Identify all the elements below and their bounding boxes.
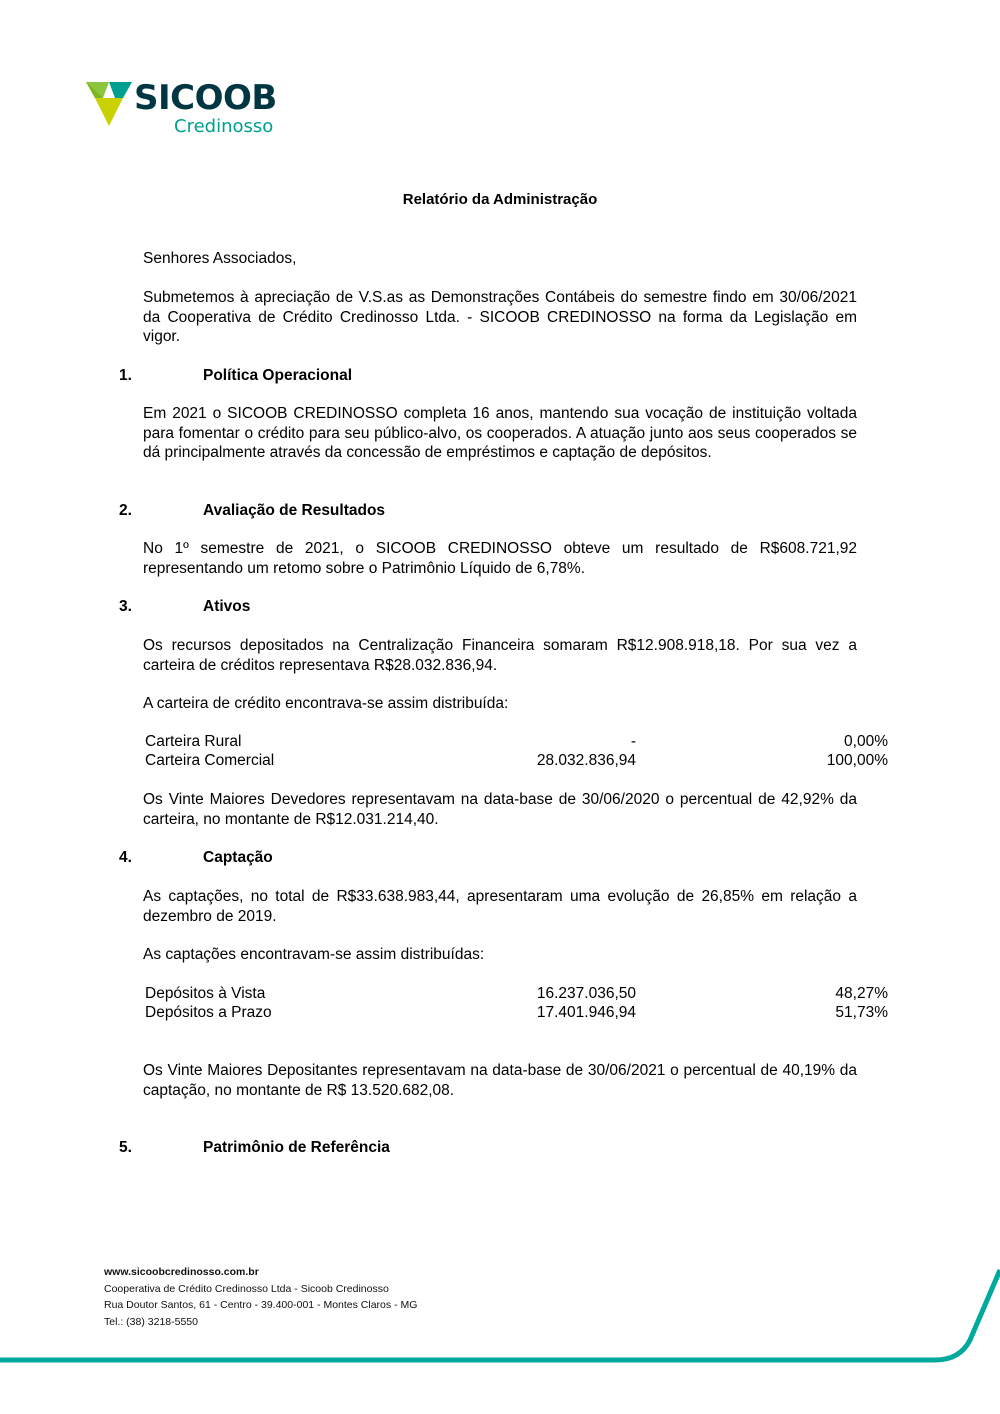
section-number: 3. [119,598,132,615]
footer-swoosh-decoration [0,1260,1000,1370]
section-title: Captação [203,849,273,866]
footer-address: Rua Doutor Santos, 61 - Centro - 39.400-001 - Montes Claros - MG [104,1299,418,1311]
section-title: Patrimônio de Referência [203,1139,390,1156]
deposits-table [145,984,888,1022]
section-heading-2 [119,501,385,520]
row-percent: 100,00% [826,752,888,769]
row-label: Depósitos a Prazo [145,1004,272,1021]
row-label: Carteira Comercial [145,752,275,769]
section-3-paragraph-2: A carteira de crédito encontrava-se assim distribuída: [143,695,509,712]
row-percent: 51,73% [835,1004,888,1021]
section-heading-5 [119,1138,390,1157]
section-title: Política Operacional [203,367,353,384]
row-value: 16.237.036,50 [536,985,636,1002]
section-4-paragraph-1: As captações, no total de R$33.638.983,44, apresentaram uma evolução de 26,85% em relação a dezembro de 2019. [143,888,857,925]
row-value: 28.032.836,94 [536,752,636,769]
section-number: 2. [119,502,132,519]
section-heading-1 [119,366,352,385]
row-value: 17.401.946,94 [536,1004,636,1021]
table-row [145,984,888,1003]
footer-company: Cooperativa de Crédito Credinosso Ltda - Sicoob Credinosso [104,1282,389,1295]
credit-portfolio-table [145,732,888,770]
table-row [145,732,888,751]
section-3-paragraph-1: Os recursos depositados na Centralização Financeira somaram R$12.908.918,18. Por sua vez a carteira de créditos representava R$28.032.836,94. [143,637,857,674]
section-4-paragraph-3: Os Vinte Maiores Depositantes representavam na data-base de 30/06/2021 o percentual de 40,19% da captação, no montante de R$ 13.520.682,08. [143,1062,857,1099]
section-title: Avaliação de Resultados [203,502,386,519]
section-heading-4 [119,848,273,867]
section-heading-3 [119,597,250,616]
document-title: Relatório da Administração [402,191,598,208]
row-percent: 0,00% [844,733,888,750]
section-2-paragraph: No 1º semestre de 2021, o SICOOB CREDINOSSO obteve um resultado de R$608.721,92 representando um retomo sobre o Patrimônio Líquido de 6,78%. [143,540,857,577]
brand-subname: Credinosso [174,116,274,137]
row-label: Depósitos à Vista [145,985,266,1002]
section-1-paragraph: Em 2021 o SICOOB CREDINOSSO completa 16 anos, mantendo sua vocação de instituição voltada para fomentar o crédito para seu público-alvo, os cooperados. A atuação junto aos seus cooperados se dá principalmente através da concessão de empréstimos e captação de depósitos. [143,405,857,461]
footer-phone: Tel.: (38) 3218-5550 [104,1315,198,1328]
section-title: Ativos [203,598,251,615]
intro-paragraph: Submetemos à apreciação de V.S.as as Demonstrações Contábeis do semestre findo em 30/06/2021 da Cooperativa de Crédito Credinosso Ltda. - SICOOB CREDINOSSO na forma da Legislação em vigor. [143,289,857,345]
salutation: Senhores Associados, [143,250,297,267]
section-3-paragraph-3: Os Vinte Maiores Devedores representavam na data-base de 30/06/2020 o percentual de 42,92% da carteira, no montante de R$12.031.214,40. [143,791,857,828]
section-number: 5. [119,1139,132,1156]
row-value: - [630,733,636,750]
table-row [145,1003,888,1022]
sicoob-triangle-icon [84,76,134,130]
row-percent: 48,27% [835,985,888,1002]
brand-name: SICOOB [134,78,277,118]
table-row [145,751,888,770]
row-label: Carteira Rural [145,733,242,750]
footer-website[interactable]: www.sicoobcredinosso.com.br [104,1266,259,1278]
section-number: 4. [119,849,132,866]
section-4-paragraph-2: As captações encontravam-se assim distribuídas: [143,946,485,963]
sicoob-logo [84,76,284,140]
section-number: 1. [119,367,132,384]
